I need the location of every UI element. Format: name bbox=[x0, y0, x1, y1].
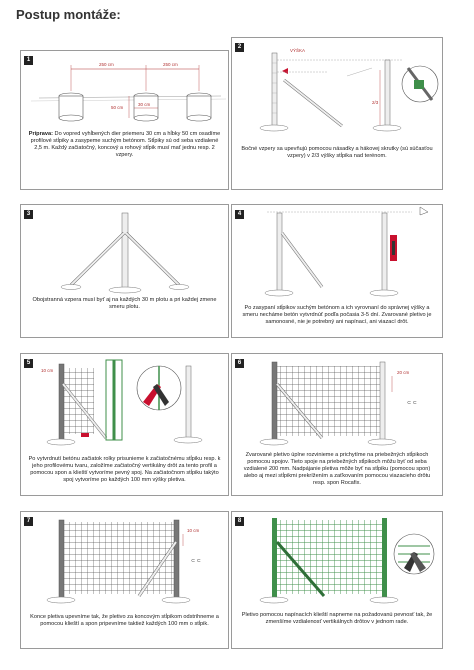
step-3-illustration bbox=[21, 205, 229, 300]
ratio-label: 2/3 bbox=[372, 100, 379, 105]
caption-lead: Príprava: bbox=[28, 131, 53, 137]
step-6-caption: Zvarované pletivo úplne rozvinieme a prichytíme na priebežných stĺpikoch pomocou spojov. Tieto spoje na priebežných stĺpikoch môžu byť od seba vzdialené 200 mm. Nadpájanie pletiva môže byť na stĺpiku (pomocou spon) alebo aj mezi stĺpikmi prekrížením a zaťkovaním pomocou viazacieho drôtu resp. spon Rocafix. bbox=[243, 452, 431, 486]
width-label: 30 cm bbox=[138, 102, 151, 107]
svg-text:⊂ ⊂: ⊂ ⊂ bbox=[191, 558, 201, 564]
step-number: 2 bbox=[235, 43, 244, 52]
step-number: 6 bbox=[235, 359, 244, 368]
step-7-caption: Konce pletiva upevníme tak, že pletivo za koncovým stĺpikom odstrihneme a pomocou klieští a spon pripevníme taktiež každých 100 mm o stĺpik. bbox=[30, 614, 219, 627]
step-panel-6 bbox=[231, 353, 443, 496]
step-6-illustration bbox=[232, 354, 443, 454]
step-4-illustration bbox=[232, 205, 443, 305]
gap-label: 10 cm bbox=[187, 528, 200, 533]
step-number: 5 bbox=[24, 359, 33, 368]
step-number: 4 bbox=[235, 210, 244, 219]
step-panel-8 bbox=[231, 511, 443, 649]
height-label: VÝŠKA bbox=[290, 48, 306, 53]
step-panel-3 bbox=[20, 204, 229, 338]
dist-label-2: 250 cm bbox=[163, 62, 178, 67]
step-panel-4 bbox=[231, 204, 443, 338]
depth-label: 50 cm bbox=[111, 105, 124, 110]
svg-text:⊂ ⊂: ⊂ ⊂ bbox=[407, 400, 417, 406]
step-3-caption: Obojstranná vzpera musí byť aj na každých 30 m plotu a pri každej zmene smeru plotu. bbox=[32, 297, 217, 310]
step-number: 7 bbox=[24, 517, 33, 526]
page-title: Postup montáže: bbox=[16, 7, 121, 22]
step-panel-5 bbox=[20, 353, 229, 496]
step-number: 1 bbox=[24, 56, 33, 65]
step-number: 8 bbox=[235, 517, 244, 526]
step-8-illustration bbox=[232, 512, 443, 612]
step-8-caption: Pletivo pomocou napínacích klieští napneme na požadovanú pevnosť tak, že zmenšíme vzdialenosť vertikálnych drôtov v jednom rade. bbox=[241, 612, 433, 625]
dist-label-1: 250 cm bbox=[99, 62, 114, 67]
step-7-illustration bbox=[21, 512, 229, 612]
step-5-illustration bbox=[21, 354, 229, 454]
gap-label: 20 cm bbox=[397, 370, 410, 375]
step-2-caption: Bočné vzpery sa upevňujú pomocou násadky a hákovej skrutky (sú súčasťou vzpery) v 2/3 výšky stĺpika nad terénom. bbox=[241, 146, 433, 159]
gap-label: 10 cm bbox=[41, 368, 54, 373]
step-4-caption: Po zasypaní stĺpikov suchým betónom a ich vyrovnaní do správnej výšky a smeru necháme betón vytvrdnúť podľa počasia 3-5 dní. Zvarované pletivo je samonosné, nie je potrebný ani napínací, ani viazací drôt. bbox=[242, 305, 432, 325]
step-1-caption bbox=[27, 131, 222, 159]
step-panel-1 bbox=[20, 50, 229, 190]
caption-text: Do vopred vyhĺbených dier priemeru 30 cm a hĺbky 50 cm osadíme profilové stĺpiky a zasypeme suchým betónom. Stĺpiky sú od seba vzdialené 2,5 m. Každý začiatočný, koncový a rohový stĺpik musí mať jednu resp. 2 vzpery. bbox=[30, 131, 221, 158]
step-number: 3 bbox=[24, 210, 33, 219]
step-panel-2 bbox=[231, 37, 443, 190]
step-panel-7 bbox=[20, 511, 229, 649]
step-5-caption: Po vytvrdnutí betónu začiatok rolky prisunieme k začiatočnému stĺpiku resp. k jeho profilovému tvaru, založíme začiatočný vertikálny drôt za tento profil a pomocou spon a klieští vytvoríme pevný spoj. Na začiatočnom stĺpiku takýto spoj vytvoríme po každých 100 mm výšky pletiva. bbox=[28, 456, 221, 483]
step-2-illustration bbox=[232, 38, 443, 148]
